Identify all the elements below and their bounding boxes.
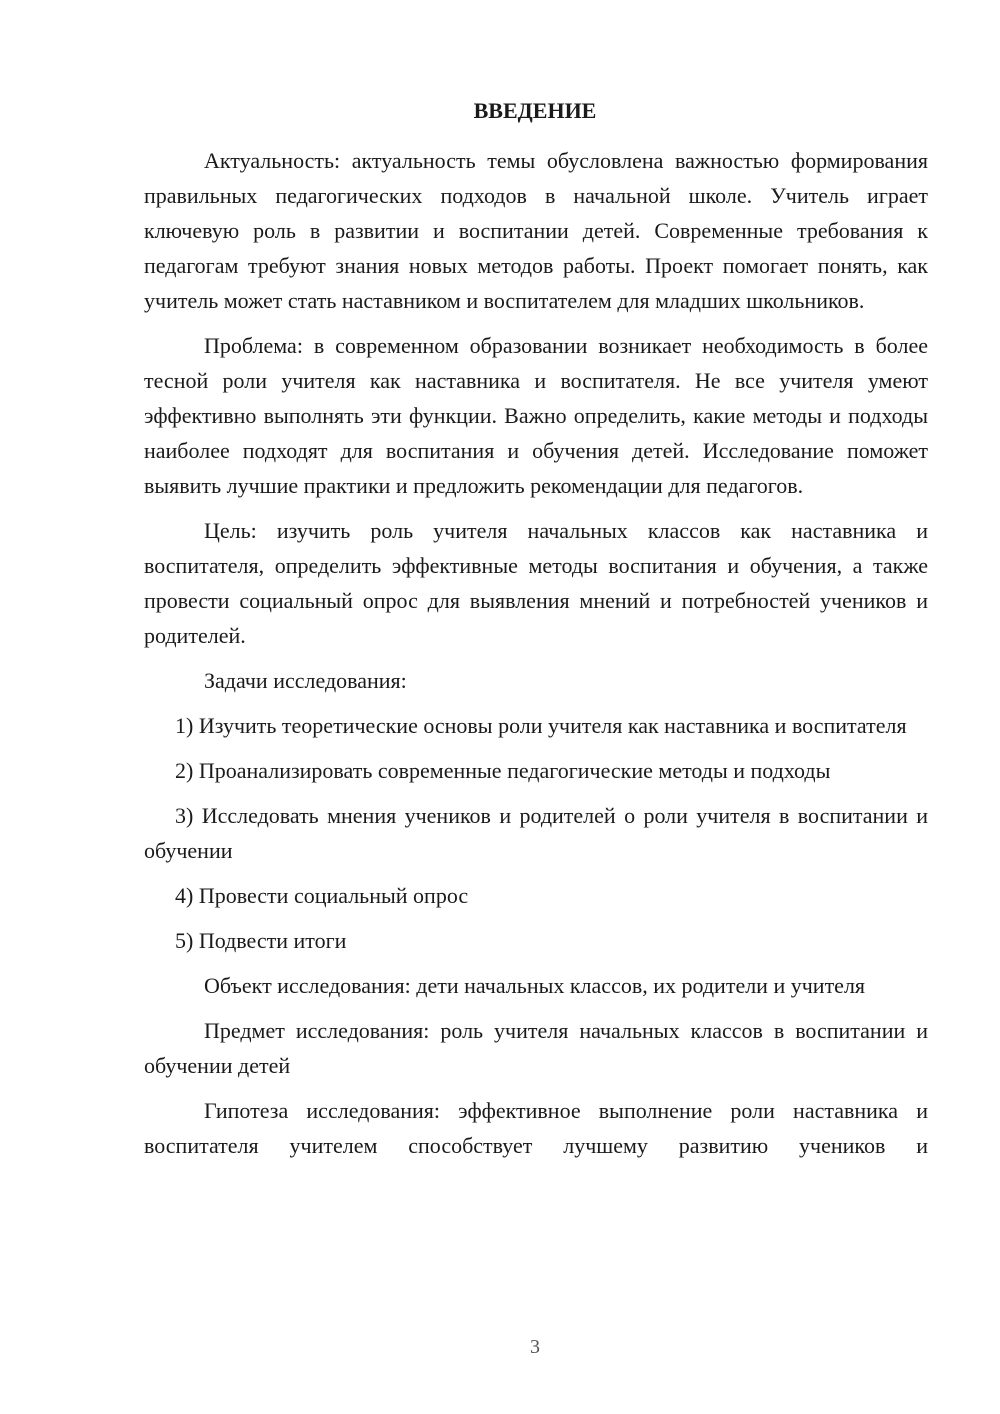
task-item-3: 3) Исследовать мнения учеников и родителей о роли учителя в воспитании и обучении xyxy=(144,803,928,863)
task-item-2: 2) Проанализировать современные педагогические методы и подходы xyxy=(175,758,831,783)
paragraph-subject: Предмет исследования: роль учителя начальных классов в воспитании и обучении детей xyxy=(144,1018,928,1078)
page-number: 3 xyxy=(530,1336,540,1358)
paragraph-object: Объект исследования: дети начальных классов, их родители и учителя xyxy=(204,973,866,998)
document-body xyxy=(144,143,928,1173)
paragraph-goal: Цель: изучить роль учителя начальных классов как наставника и воспитателя, определить эффективные методы воспитания и обучения, а также провести социальный опрос для выявления мнений и потребностей учеников и родителей. xyxy=(144,518,928,648)
paragraph-relevance: Актуальность: актуальность темы обусловлена важностью формирования правильных педагогических подходов в начальной школе. Учитель играет ключевую роль в развитии и воспитании детей. Современные требования к педагогам требуют знания новых методов работы. Проект помогает понять, как учитель может стать наставником и воспитателем для младших школьников. xyxy=(144,148,928,313)
task-item-4: 4) Провести социальный опрос xyxy=(175,883,469,908)
page-title: ВВЕДЕНИЕ xyxy=(473,98,597,123)
paragraph-tasks-heading: Задачи исследования: xyxy=(204,668,407,693)
task-item-5: 5) Подвести итоги xyxy=(175,928,347,953)
paragraph-problem: Проблема: в современном образовании возникает необходимость в более тесной роли учителя как наставника и воспитателя. Не все учителя умеют эффективно выполнять эти функции. Важно определить, какие методы и подходы наиболее подходят для воспитания и обучения детей. Исследование поможет выявить лучшие практики и предложить рекомендации для педагогов. xyxy=(144,333,928,498)
task-item-1: 1) Изучить теоретические основы роли учителя как наставника и воспитателя xyxy=(175,713,907,738)
paragraph-hypothesis: Гипотеза исследования: эффективное выполнение роли наставника и воспитателя учителем способствует лучшему развитию учеников и xyxy=(144,1098,928,1158)
